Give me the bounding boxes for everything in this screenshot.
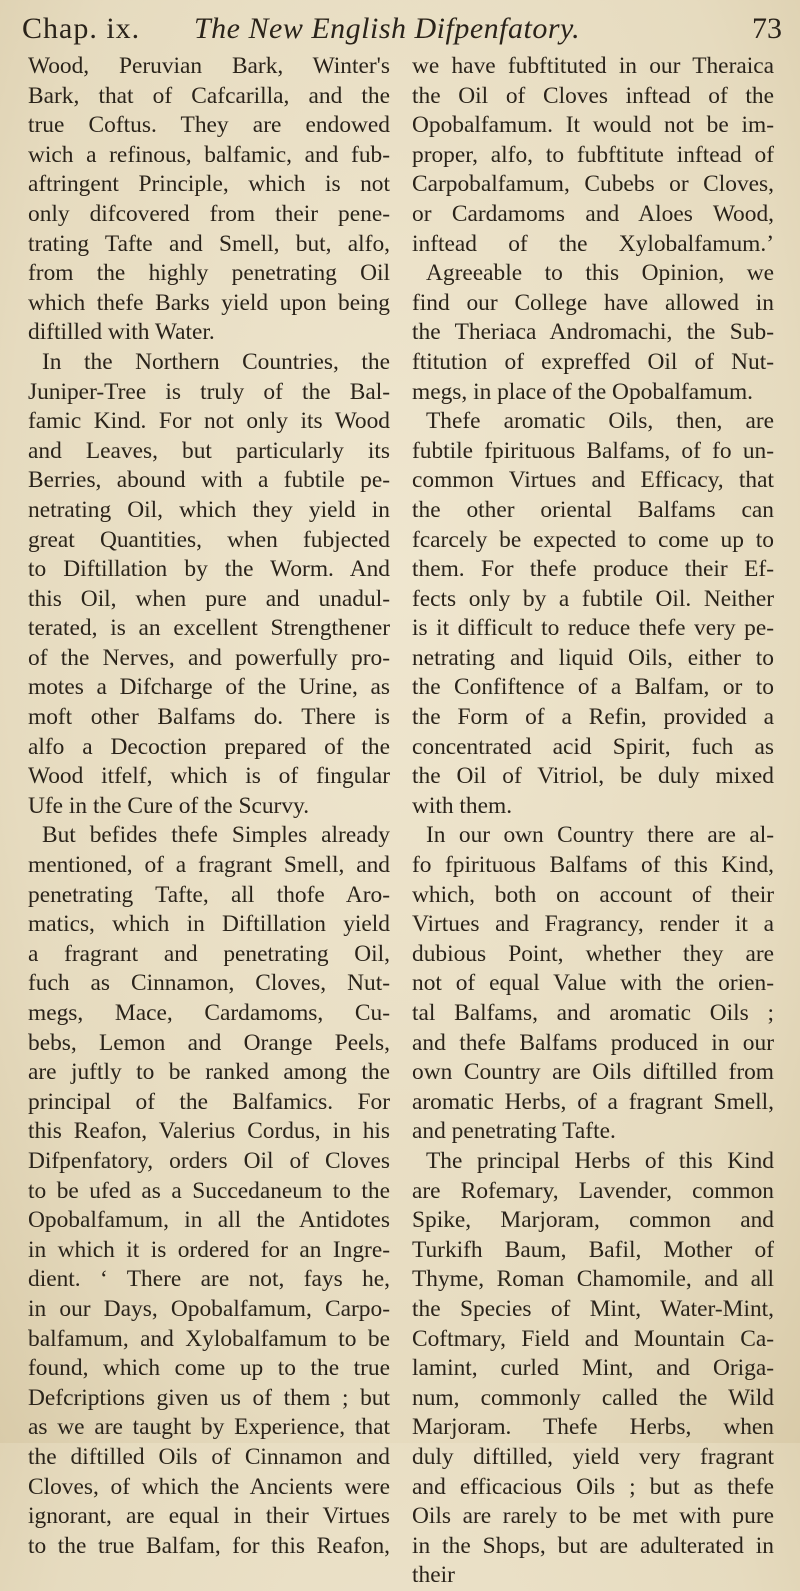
text-line: tal Balfams, and aromatic Oils ; bbox=[412, 1000, 774, 1026]
text-line: them. For thefe produce their Ef- bbox=[412, 556, 774, 583]
text-line: the diftilled Oils of Cinnamon and bbox=[28, 1443, 390, 1470]
text-line: to be ufed as a Succedaneum to the bbox=[28, 1177, 390, 1204]
text-line: this Reafon, Valerius Cordus, in his bbox=[28, 1118, 390, 1145]
text-line: megs, in place of the Opobalfamum. bbox=[412, 378, 754, 405]
text-line: Carpobalfamum, Cubebs or Cloves, bbox=[412, 171, 774, 198]
text-line: megs, Mace, Cardamoms, Cu- bbox=[28, 1000, 390, 1026]
text-line: Agreeable to this Opinion, we bbox=[426, 260, 774, 287]
text-line: ignorant, are equal in their Virtues bbox=[28, 1503, 390, 1530]
text-line: But befides thefe Simples already bbox=[42, 822, 390, 849]
text-line: netrating and liquid Oils, either to bbox=[412, 644, 774, 671]
text-line: a fragrant and penetrating Oil, bbox=[28, 940, 390, 967]
page-number: 73 bbox=[752, 12, 782, 45]
text-line: is it difficult to reduce thefe very pe- bbox=[412, 615, 774, 642]
text-line: as we are taught by Experience, that bbox=[28, 1414, 390, 1441]
text-line: the Oil of Cloves inftead of the bbox=[412, 82, 774, 109]
text-line: Turkifh Baum, Bafil, Mother of bbox=[412, 1236, 774, 1263]
text-line: fo fpirituous Balfams of this Kind, bbox=[412, 852, 774, 879]
text-line: to Diftillation by the Worm. And bbox=[28, 556, 390, 583]
text-line: only difcovered from their pene- bbox=[28, 200, 390, 227]
text-line: this Oil, when pure and unadul- bbox=[28, 585, 390, 612]
text-line: own Country are Oils diftilled from bbox=[412, 1059, 774, 1086]
text-line: of the Nerves, and powerfully pro- bbox=[28, 644, 390, 671]
text-line: balfamum, and Xylobalfamum to be bbox=[28, 1325, 390, 1352]
text-line: in our Days, Opobalfamum, Carpo- bbox=[28, 1295, 390, 1322]
text-line: Wood, Peruvian Bark, Winter's bbox=[28, 53, 390, 79]
text-line: Opobalfamum, in all the Antidotes bbox=[28, 1207, 390, 1234]
text-line: Opobalfamum. It would not be im- bbox=[412, 112, 774, 139]
text-line: Thyme, Roman Chamomile, and all bbox=[412, 1266, 774, 1293]
text-line: fects only by a fubtile Oil. Neither bbox=[412, 585, 774, 612]
text-line: not of equal Value with the orien- bbox=[412, 970, 774, 997]
text-line: we have fubftituted in our Theraica bbox=[412, 53, 774, 79]
right-column bbox=[412, 52, 774, 1591]
text-line: Bark, that of Cafcarilla, and the bbox=[28, 82, 390, 109]
text-line: Spike, Marjoram, common and bbox=[412, 1207, 774, 1234]
text-line: the Oil of Vitriol, be duly mixed bbox=[412, 763, 774, 790]
text-line: the Theriaca Andromachi, the Sub- bbox=[412, 319, 774, 346]
text-line: in the Shops, but are adulterated in bbox=[412, 1532, 774, 1559]
text-line: common Virtues and Efficacy, that bbox=[412, 467, 774, 494]
text-line: and Leaves, but particularly its bbox=[28, 437, 390, 464]
text-line: the Species of Mint, Water-Mint, bbox=[412, 1295, 774, 1322]
text-line: ftitution of expreffed Oil of Nut- bbox=[412, 348, 774, 375]
text-line: mentioned, of a fragrant Smell, and bbox=[28, 852, 390, 879]
text-line: Virtues and Fragrancy, render it a bbox=[412, 911, 774, 938]
running-head bbox=[22, 4, 782, 54]
text-line: Defcriptions given us of them ; but bbox=[28, 1384, 390, 1411]
text-line: famic Kind. For not only its Wood bbox=[28, 408, 390, 435]
text-line: aftringent Principle, which is not bbox=[28, 171, 390, 198]
text-line: dubious Point, whether they are bbox=[412, 940, 774, 967]
text-line: fubtile fpirituous Balfams, of fo un- bbox=[412, 437, 774, 464]
text-line: matics, which in Diftillation yield bbox=[28, 911, 390, 938]
text-line: with them. bbox=[412, 792, 513, 819]
text-line: Wood itfelf, which is of fingular bbox=[28, 763, 390, 790]
text-line: and penetrating Tafte. bbox=[412, 1118, 616, 1145]
text-line: alfo a Decoction prepared of the bbox=[28, 733, 390, 760]
text-line: trating Tafte and Smell, but, alfo, bbox=[28, 230, 390, 257]
text-line: find our College have allowed in bbox=[412, 289, 774, 316]
text-line: penetrating Tafte, all thofe Aro- bbox=[28, 881, 390, 908]
text-line: true Coftus. They are endowed bbox=[28, 112, 390, 139]
text-line: Oils are rarely to be met with pure bbox=[412, 1503, 774, 1530]
text-line: Coftmary, Field and Mountain Ca- bbox=[412, 1325, 774, 1352]
text-line: are Rofemary, Lavender, common bbox=[412, 1177, 774, 1204]
text-line: and efficacious Oils ; but as thefe bbox=[412, 1473, 774, 1500]
text-line: duly diftilled, yield very fragrant bbox=[412, 1443, 774, 1470]
text-line: or Cardamoms and Aloes Wood, bbox=[412, 200, 774, 227]
text-line: motes a Difcharge of the Urine, as bbox=[28, 674, 390, 701]
text-line: fuch as Cinnamon, Cloves, Nut- bbox=[28, 970, 390, 997]
text-line: the Confiftence of a Balfam, or to bbox=[412, 674, 774, 701]
text-line: in which it is ordered for an Ingre- bbox=[28, 1236, 390, 1263]
text-line: Difpenfatory, orders Oil of Cloves bbox=[28, 1147, 390, 1174]
text-line: bebs, Lemon and Orange Peels, bbox=[28, 1029, 390, 1056]
text-line: Berries, abound with a fubtile pe- bbox=[28, 467, 390, 494]
text-line: In the Northern Countries, the bbox=[42, 348, 390, 375]
text-line: Juniper-Tree is truly of the Bal- bbox=[28, 378, 390, 405]
text-line: terated, is an excellent Strengthener bbox=[28, 615, 390, 642]
text-line: are juftly to be ranked among the bbox=[28, 1059, 390, 1086]
text-line: the other oriental Balfams can bbox=[412, 496, 774, 523]
text-line: diftilled with Water. bbox=[28, 319, 215, 346]
text-line: found, which come up to the true bbox=[28, 1355, 390, 1382]
text-line: lamint, curled Mint, and Origa- bbox=[412, 1355, 774, 1382]
text-line: principal of the Balfamics. For bbox=[28, 1088, 390, 1115]
text-line: the Form of a Refin, provided a bbox=[412, 704, 774, 731]
text-line: Thefe aromatic Oils, then, are bbox=[426, 408, 774, 435]
left-column bbox=[28, 52, 390, 1561]
catchword: their bbox=[412, 1562, 455, 1589]
text-line: to the true Balfam, for this Reafon, bbox=[28, 1532, 390, 1559]
text-line: Ufe in the Cure of the Scurvy. bbox=[28, 792, 310, 819]
text-line: moft other Balfams do. There is bbox=[28, 704, 390, 731]
text-line: fcarcely be expected to come up to bbox=[412, 526, 774, 553]
text-line: and thefe Balfams produced in our bbox=[412, 1029, 774, 1056]
text-line: The principal Herbs of this Kind bbox=[426, 1147, 774, 1174]
text-line: great Quantities, when fubjected bbox=[28, 526, 390, 553]
text-line: concentrated acid Spirit, fuch as bbox=[412, 733, 774, 760]
text-line: Cloves, of which the Ancients were bbox=[28, 1473, 390, 1500]
chapter-label: Chap. ix. bbox=[22, 12, 141, 45]
running-title: The New English Difpenfatory. bbox=[194, 12, 581, 45]
text-line: from the highly penetrating Oil bbox=[28, 260, 390, 287]
text-line: Marjoram. Thefe Herbs, when bbox=[412, 1414, 774, 1441]
text-line: In our own Country there are al- bbox=[426, 822, 774, 849]
text-line: which thefe Barks yield upon being bbox=[28, 289, 390, 316]
text-line: which, both on account of their bbox=[412, 881, 774, 908]
text-line: wich a refinous, balfamic, and fub- bbox=[28, 141, 390, 168]
text-line: num, commonly called the Wild bbox=[412, 1384, 774, 1411]
text-line: dient. ‘ There are not, fays he, bbox=[28, 1266, 390, 1293]
text-line: aromatic Herbs, of a fragrant Smell, bbox=[412, 1088, 774, 1115]
text-line: proper, alfo, to fubftitute inftead of bbox=[412, 141, 774, 168]
text-line: inftead of the Xylobalfamum.’ bbox=[412, 230, 774, 257]
text-line: netrating Oil, which they yield in bbox=[28, 496, 390, 523]
